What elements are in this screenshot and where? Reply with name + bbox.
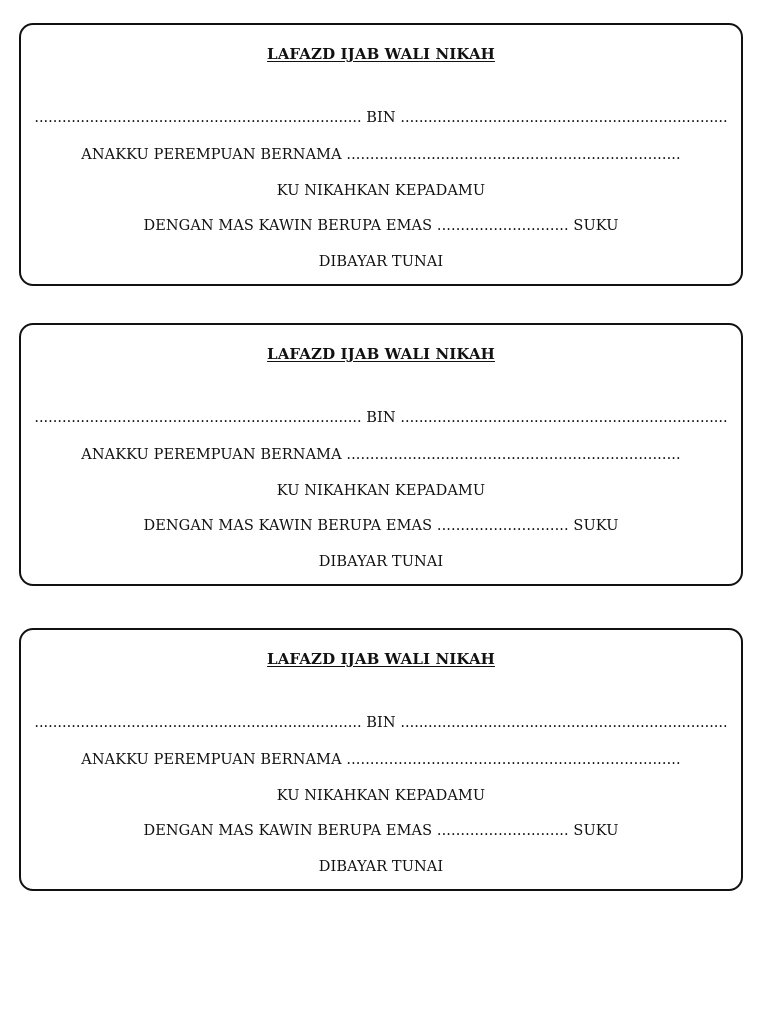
dowry-line: DENGAN MAS KAWIN BERUPA EMAS ............................ SUKU xyxy=(143,518,619,534)
wali-name-line xyxy=(21,109,741,127)
wali-name-blank: ....................................................................... xyxy=(34,410,362,426)
wali-name-blank: ....................................................................... xyxy=(34,715,362,731)
bin-label: BIN xyxy=(361,110,401,126)
dowry-line: DENGAN MAS KAWIN BERUPA EMAS ............................ SUKU xyxy=(143,823,619,839)
father-name-blank: ....................................................................... xyxy=(400,410,728,426)
ijab-card-3 xyxy=(19,628,743,891)
payment-line: DIBAYAR TUNAI xyxy=(318,554,444,570)
ijab-card-2 xyxy=(19,323,743,586)
payment-line: DIBAYAR TUNAI xyxy=(318,254,444,270)
bride-name-line: ANAKKU PEREMPUAN BERNAMA ....................................................................... xyxy=(81,147,681,163)
marriage-line: KU NIKAHKAN KEPADAMU xyxy=(276,483,486,499)
payment-line: DIBAYAR TUNAI xyxy=(318,859,444,875)
wali-name-line xyxy=(21,714,741,732)
marriage-line: KU NIKAHKAN KEPADAMU xyxy=(276,183,486,199)
ijab-card-1 xyxy=(19,23,743,286)
bride-name-line: ANAKKU PEREMPUAN BERNAMA ....................................................................... xyxy=(81,752,681,768)
card-title: LAFAZD IJAB WALI NIKAH xyxy=(267,345,495,363)
dowry-line: DENGAN MAS KAWIN BERUPA EMAS ............................ SUKU xyxy=(143,218,619,234)
wali-name-line xyxy=(21,409,741,427)
wali-name-blank: ....................................................................... xyxy=(34,110,362,126)
marriage-line: KU NIKAHKAN KEPADAMU xyxy=(276,788,486,804)
father-name-blank: ....................................................................... xyxy=(400,715,728,731)
bin-label: BIN xyxy=(361,715,401,731)
bin-label: BIN xyxy=(361,410,401,426)
father-name-blank: ....................................................................... xyxy=(400,110,728,126)
bride-name-line: ANAKKU PEREMPUAN BERNAMA ....................................................................... xyxy=(81,447,681,463)
card-title: LAFAZD IJAB WALI NIKAH xyxy=(267,45,495,63)
card-title: LAFAZD IJAB WALI NIKAH xyxy=(267,650,495,668)
